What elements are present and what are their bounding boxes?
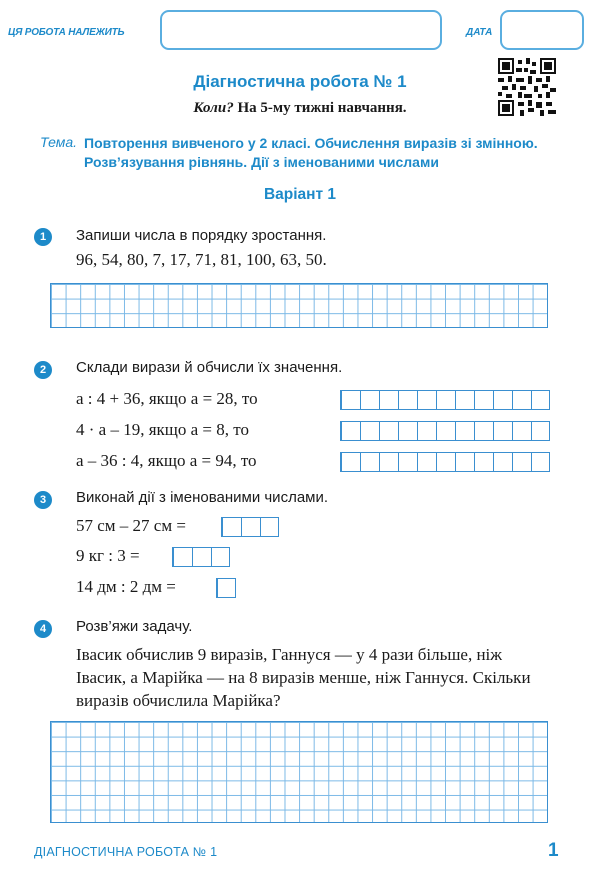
task-number-3: 3 bbox=[34, 491, 52, 509]
when-line bbox=[0, 100, 600, 117]
task-2-line-1: a : 4 + 36, якщо a = 28, то bbox=[76, 389, 258, 408]
when-answer: На 5-му тижні навчання. bbox=[233, 100, 407, 116]
page-number: 1 bbox=[548, 840, 559, 861]
task-3-line-2: 9 кг : 3 = bbox=[76, 546, 140, 565]
theme-text: Повторення вивченого у 2 класі. Обчислення виразів зі змінною. Розв’язування рівнянь. Дії з іменованими числами bbox=[84, 135, 538, 170]
answer-box-2-2[interactable] bbox=[340, 421, 550, 441]
task-2-line-2: 4 · a – 19, якщо a = 8, то bbox=[76, 420, 249, 439]
variant-title: Варіант 1 bbox=[263, 186, 337, 203]
answer-grid-1[interactable] bbox=[50, 283, 548, 328]
task-3-line-1: 57 см – 27 см = bbox=[76, 516, 186, 535]
date-field[interactable] bbox=[500, 10, 584, 50]
task-3-line-3: 14 дм : 2 дм = bbox=[76, 577, 176, 596]
date-label: ДАТА bbox=[466, 27, 493, 38]
owner-name-field[interactable] bbox=[160, 10, 442, 50]
footer-label: ДІАГНОСТИЧНА РОБОТА № 1 bbox=[34, 845, 218, 859]
task-1-text: Запиши числа в порядку зростання. bbox=[76, 227, 327, 244]
task-number-4: 4 bbox=[34, 620, 52, 638]
answer-box-2-3[interactable] bbox=[340, 452, 550, 472]
answer-box-3-3[interactable] bbox=[216, 578, 236, 598]
answer-grid-4[interactable] bbox=[50, 721, 548, 823]
task-4-text: Розв’яжи задачу. bbox=[76, 618, 193, 635]
task-2-line-3: a – 36 : 4, якщо a = 94, то bbox=[76, 451, 257, 470]
theme-label: Тема. bbox=[40, 134, 77, 150]
task-number-1: 1 bbox=[34, 228, 52, 246]
answer-box-3-2[interactable] bbox=[172, 547, 230, 567]
answer-box-3-1[interactable] bbox=[221, 517, 279, 537]
task-4-problem: Івасик обчислив 9 виразів, Ганнуся — у 4 рази більше, ніж Івасик, а Марійка — на 8 виразів менше, ніж Ганнуся. Скільки виразів обчислила Марійка? bbox=[76, 645, 531, 710]
answer-box-2-1[interactable] bbox=[340, 390, 550, 410]
task-number-2: 2 bbox=[34, 361, 52, 379]
task-1-numbers: 96, 54, 80, 7, 17, 71, 81, 100, 63, 50. bbox=[76, 250, 327, 269]
when-question: Коли? bbox=[193, 100, 234, 116]
task-3-text: Виконай дії з іменованими числами. bbox=[76, 489, 329, 506]
task-2-text: Склади вирази й обчисли їх значення. bbox=[76, 359, 343, 376]
page-title: Діагностична робота № 1 bbox=[193, 72, 407, 91]
owner-label: ЦЯ РОБОТА НАЛЕЖИТЬ bbox=[8, 27, 125, 38]
